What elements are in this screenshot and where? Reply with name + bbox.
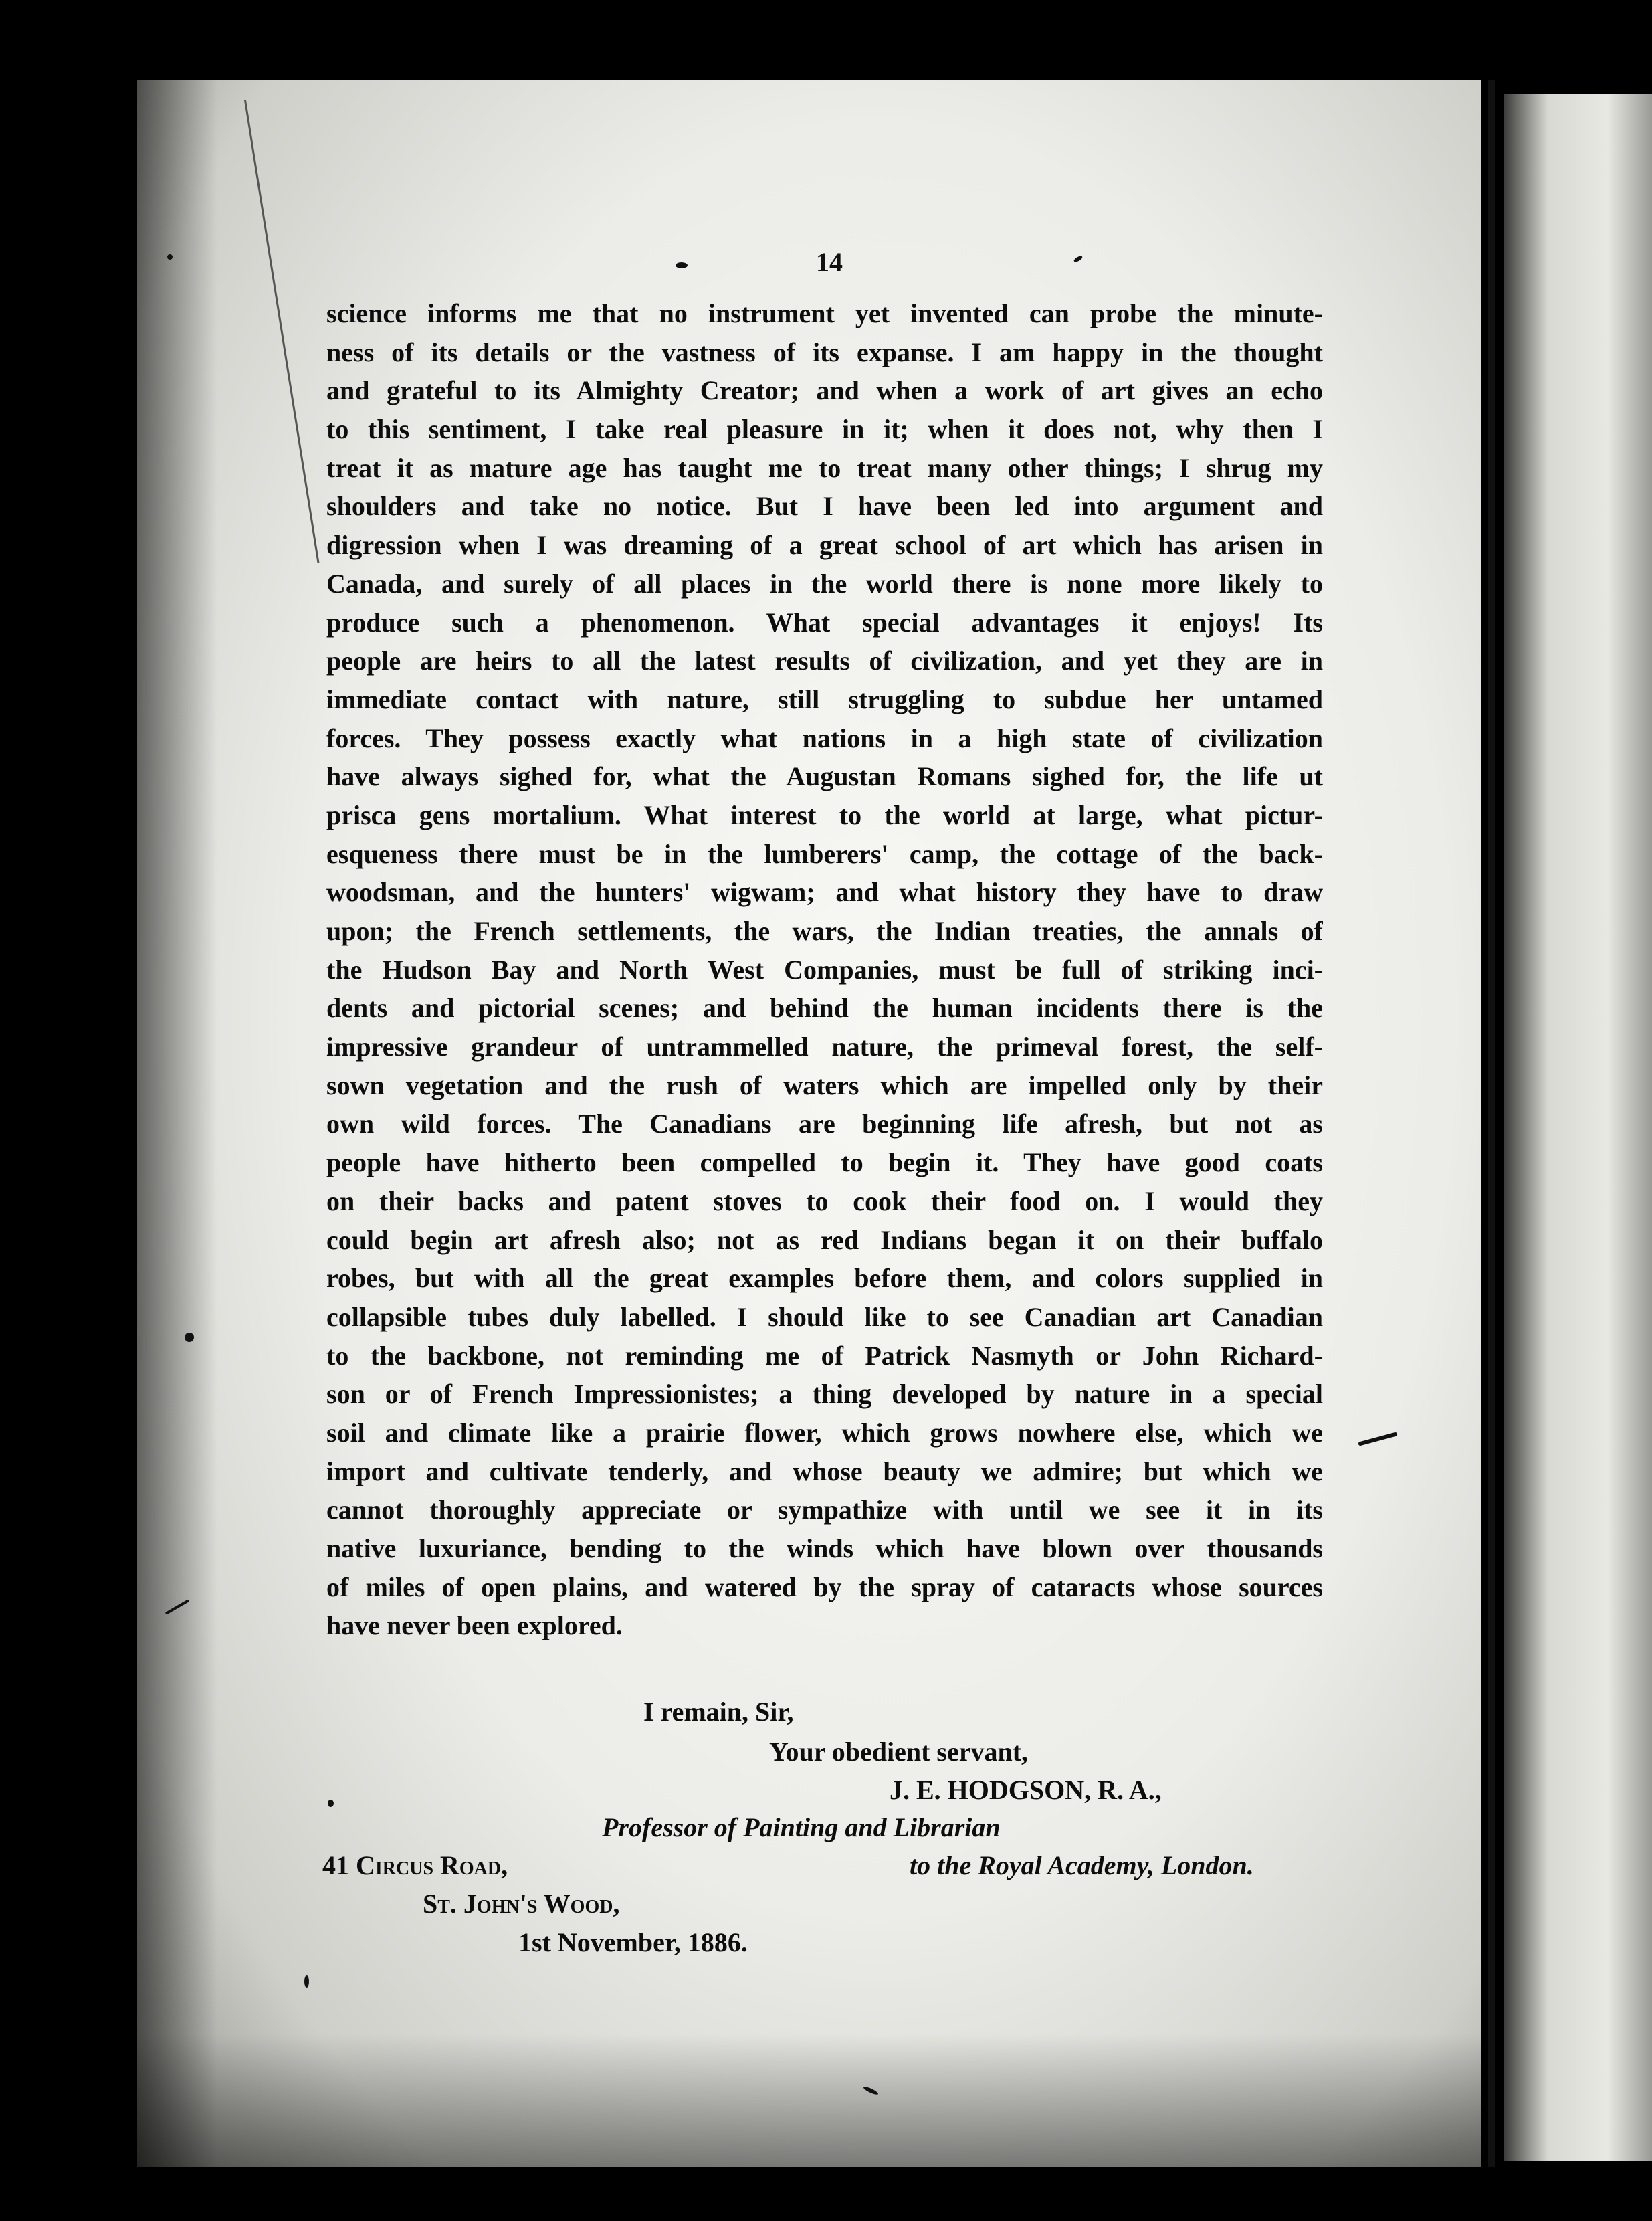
salutation: I remain, Sir, — [643, 1697, 794, 1727]
text-line: forces. They possess exactly what nations in a high state of civilization — [326, 722, 1323, 753]
text-line: prisca gens mortalium. What interest to the world at large, what pictur- — [326, 799, 1323, 830]
page-number: 14 — [816, 247, 843, 277]
page-edge-shadow — [137, 80, 217, 2167]
text-line: sown vegetation and the rush of waters which are impelled only by their — [326, 1070, 1323, 1100]
text-line: own wild forces. The Canadians are beginning life afresh, but not as — [326, 1108, 1323, 1139]
ink-speck — [304, 1975, 309, 1988]
text-line: soil and climate like a prairie flower, which grows nowhere else, which we — [326, 1417, 1323, 1448]
text-line: produce such a phenomenon. What special advantages it enjoys! Its — [326, 607, 1323, 638]
text-line: on their backs and patent stoves to cook their food on. I would they — [326, 1185, 1323, 1216]
text-line: treat it as mature age has taught me to treat many other things; I shrug my — [326, 452, 1323, 483]
text-line: shoulders and take no notice. But I have been led into argument and — [326, 491, 1323, 522]
letter-body — [326, 294, 1323, 1645]
text-line: people have hitherto been compelled to begin it. They have good coats — [326, 1147, 1323, 1178]
text-line: to this sentiment, I take real pleasure in it; when it does not, why then I — [326, 414, 1323, 445]
text-line: and grateful to its Almighty Creator; and when a work of art gives an echo — [326, 375, 1323, 406]
ink-speck — [185, 1333, 194, 1342]
text-line: cannot thoroughly appreciate or sympathize with until we see it in its — [326, 1494, 1323, 1525]
gutter-fold-line — [1488, 80, 1495, 2167]
text-line: collapsible tubes duly labelled. I should like to see Canadian art Canadian — [326, 1301, 1323, 1332]
text-line: digression when I was dreaming of a great school of art which has arisen in — [326, 530, 1323, 561]
text-line: robes, but with all the great examples before them, and colors supplied in — [326, 1263, 1323, 1294]
author-title-line: Professor of Painting and Librarian — [602, 1812, 1001, 1842]
address-line: St. John's Wood, — [423, 1889, 620, 1919]
text-line: woodsman, and the hunters' wigwam; and what history they have to draw — [326, 877, 1323, 908]
facing-page-strip — [1504, 94, 1652, 2161]
text-line: could begin art afresh also; not as red Indians began it on their buffalo — [326, 1224, 1323, 1255]
text-line: esqueness there must be in the lumberers' camp, the cottage of the back- — [326, 838, 1323, 869]
author-title-line: to the Royal Academy, London. — [910, 1850, 1254, 1880]
text-line: have always sighed for, what the Augustan Romans sighed for, the life ut — [326, 761, 1323, 792]
ink-speck — [167, 254, 173, 260]
address-line: 41 Circus Road, — [322, 1850, 508, 1880]
text-line: upon; the French settlements, the wars, the Indian treaties, the annals of — [326, 916, 1323, 946]
letter-date: 1st November, 1886. — [518, 1927, 748, 1957]
valediction: Your obedient servant, — [769, 1737, 1029, 1767]
text-line: impressive grandeur of untrammelled nature, the primeval forest, the self- — [326, 1032, 1323, 1062]
text-line: immediate contact with nature, still struggling to subdue her untamed — [326, 684, 1323, 714]
signature: J. E. HODGSON, R. A., — [890, 1775, 1162, 1805]
ink-speck — [676, 262, 688, 268]
text-line: science informs me that no instrument yet invented can probe the minute- — [326, 298, 1323, 328]
text-line: of miles of open plains, and watered by the spray of cataracts whose sources — [326, 1571, 1323, 1602]
text-line: import and cultivate tenderly, and whose beauty we admire; but which we — [326, 1456, 1323, 1486]
ink-speck — [328, 1800, 334, 1807]
text-line: to the backbone, not reminding me of Patrick Nasmyth or John Richard- — [326, 1340, 1323, 1371]
page-bottom-shadow — [137, 2034, 1481, 2167]
text-line: ness of its details or the vastness of its expanse. I am happy in the thought — [326, 336, 1323, 367]
text-line: people are heirs to all the latest results of civilization, and yet they are in — [326, 646, 1323, 676]
text-line: the Hudson Bay and North West Companies, must be full of striking inci- — [326, 954, 1323, 985]
text-line: son or of French Impressionistes; a thing developed by nature in a special — [326, 1379, 1323, 1410]
text-line: have never been explored. — [326, 1610, 623, 1641]
text-line: dents and pictorial scenes; and behind the human incidents there is the — [326, 993, 1323, 1024]
text-line: Canada, and surely of all places in the world there is none more likely to — [326, 568, 1323, 599]
text-line: native luxuriance, bending to the winds which have blown over thousands — [326, 1533, 1323, 1563]
